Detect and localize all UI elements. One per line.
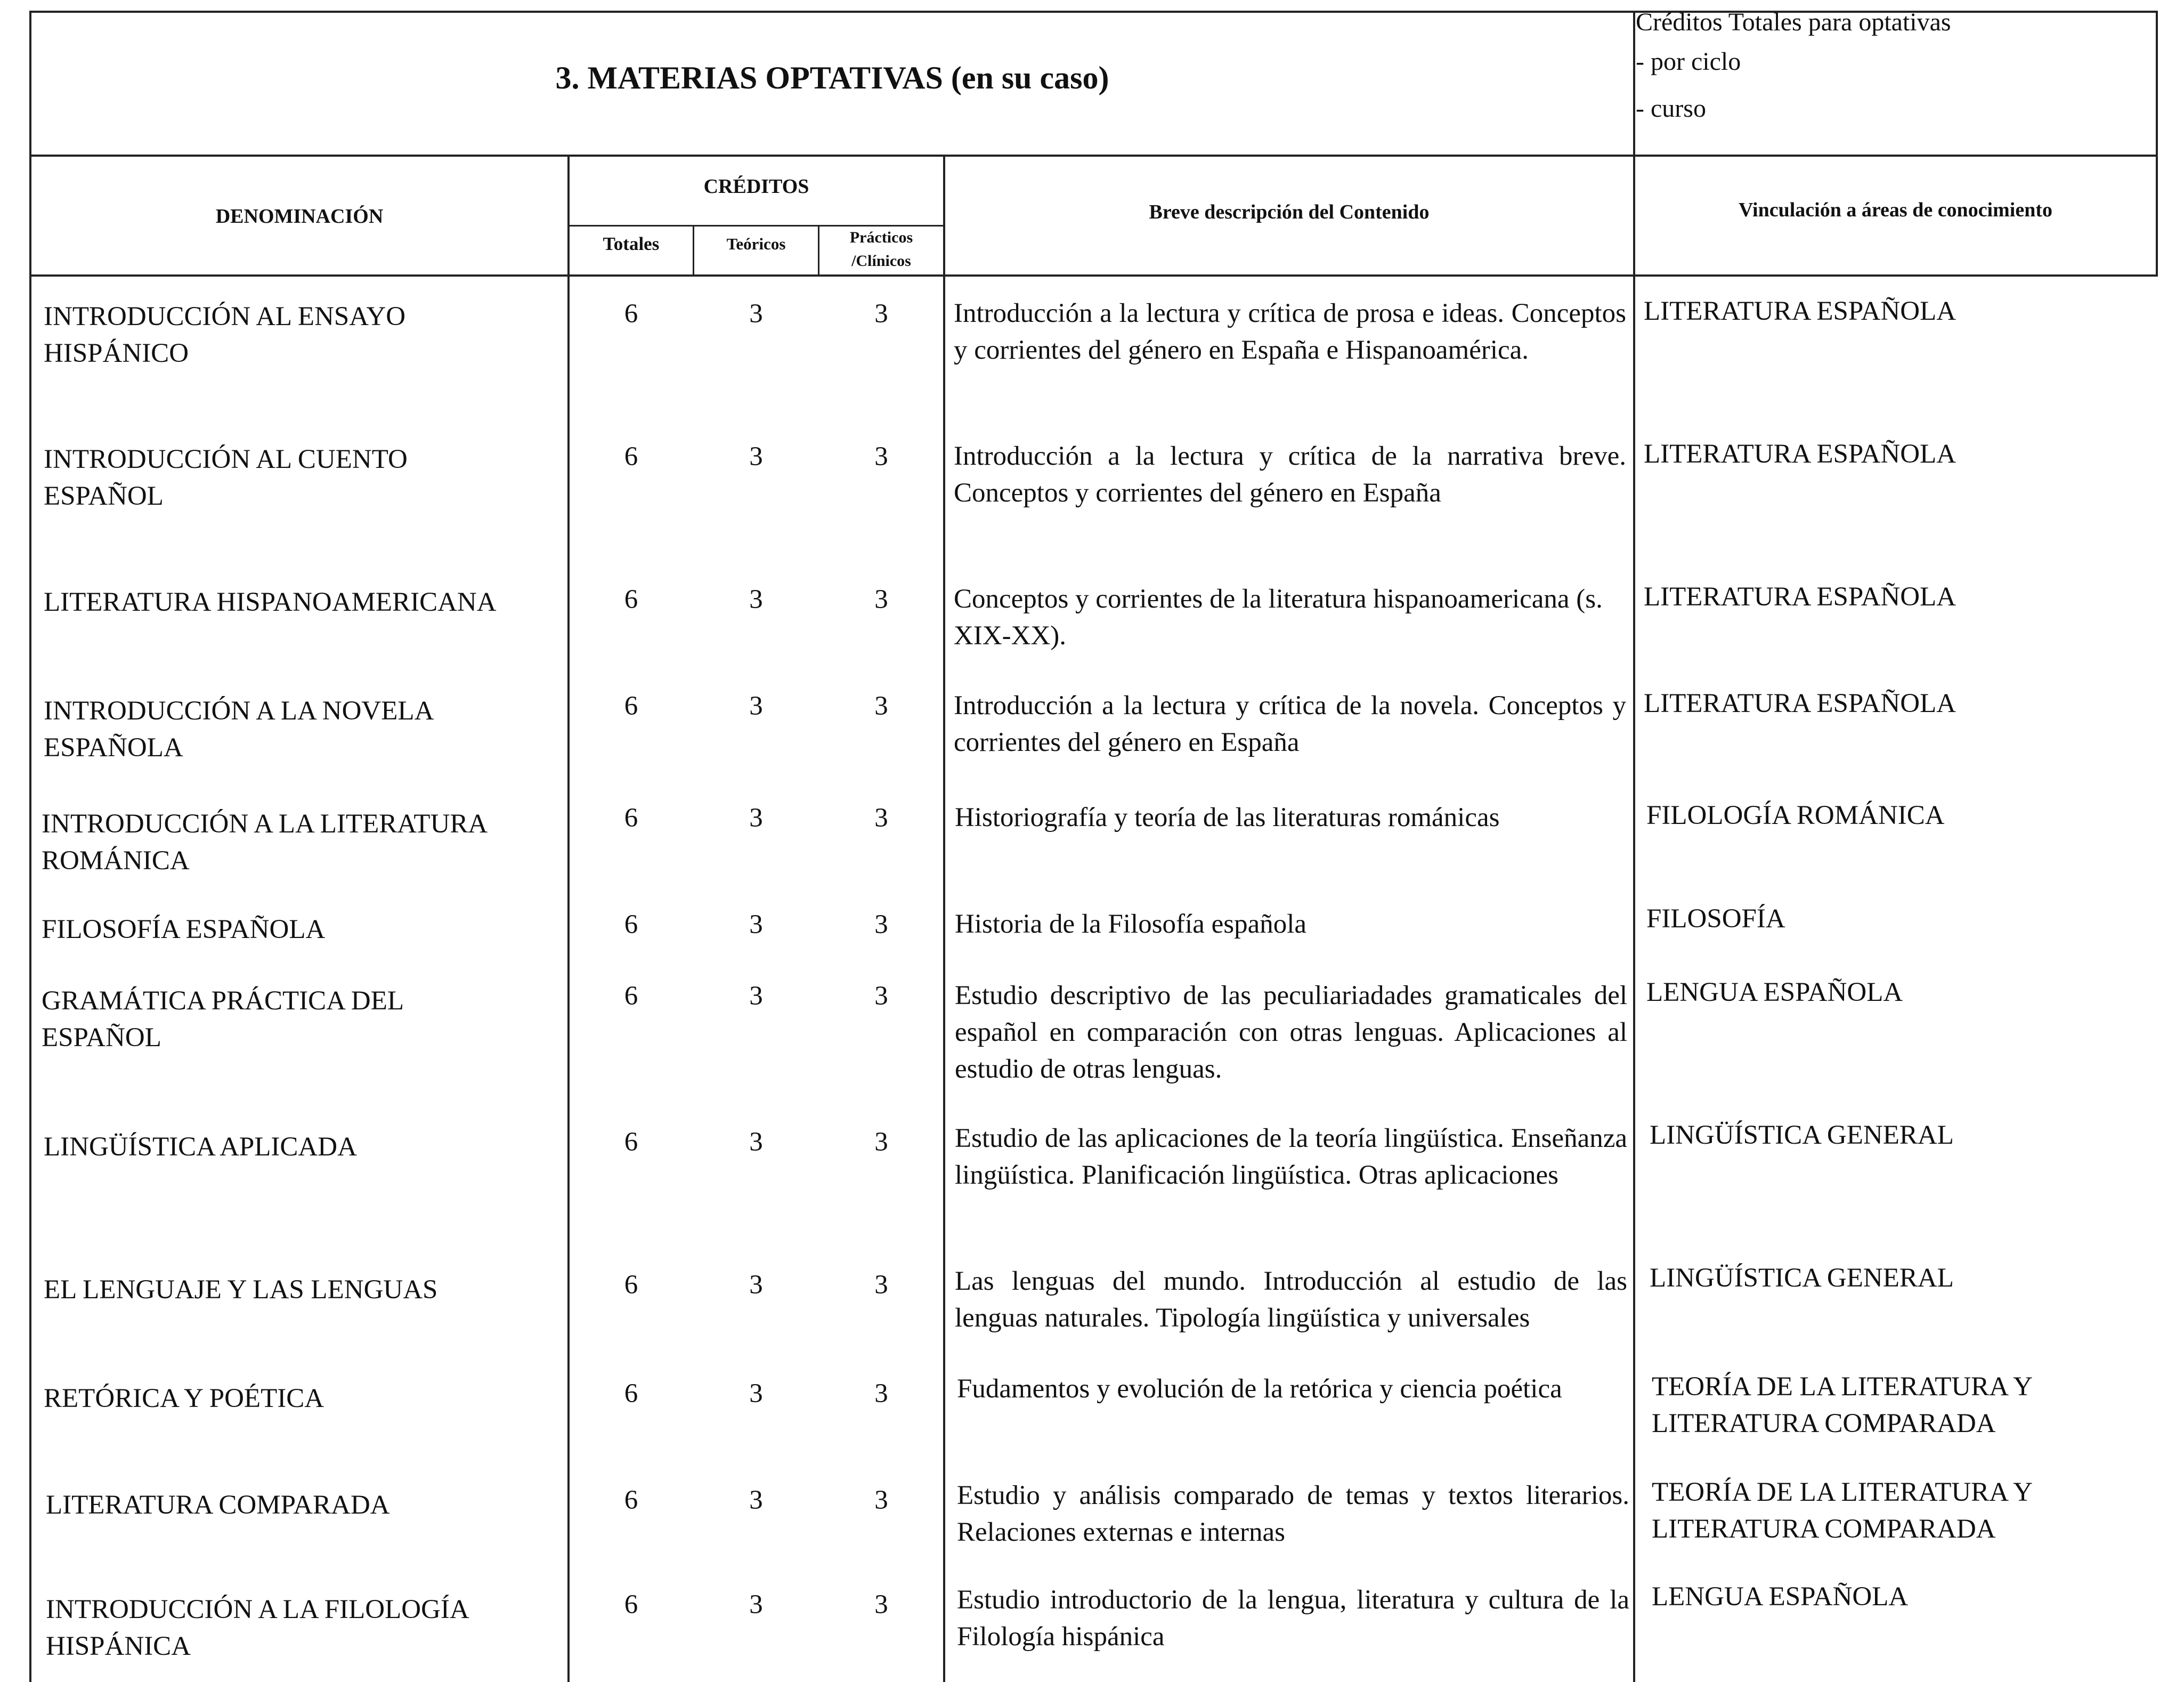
por-ciclo-label: - por ciclo xyxy=(1636,47,1741,76)
subject-description: Estudio introductorio de la lengua, literatura y cultura de la Filología hispánica xyxy=(957,1585,1629,1652)
knowledge-area: LITERATURA ESPAÑOLA xyxy=(1644,439,1956,469)
credits-practicos: 3 xyxy=(874,1379,888,1409)
subject-description: Introducción a la lectura y crítica de la novela. Conceptos y corrientes del género en España xyxy=(954,691,1626,757)
credits-practicos: 3 xyxy=(874,299,888,329)
credits-teoricos: 3 xyxy=(749,803,763,833)
credits-practicos: 3 xyxy=(874,1485,888,1515)
left-border xyxy=(29,11,31,1682)
header-vinculacion: Vinculación a áreas de conocimiento xyxy=(1739,199,2052,221)
credits-teoricos: 3 xyxy=(749,1270,763,1300)
credits-teoricos: 3 xyxy=(749,442,763,472)
credits-totales: 6 xyxy=(624,1127,638,1157)
col-rule-vinculacion xyxy=(1633,11,1635,1682)
creditos-totales-label: Créditos Totales para optativas xyxy=(1636,8,1951,36)
credits-practicos: 3 xyxy=(874,910,888,940)
knowledge-area: LINGÜÍSTICA GENERAL xyxy=(1650,1120,1954,1150)
subject-name: INTRODUCCIÓN A LA FILOLOGÍA HISPÁNICA xyxy=(46,1595,468,1661)
knowledge-area: TEORÍA DE LA LITERATURA Y LITERATURA COMPARADA xyxy=(1652,1477,2032,1544)
credits-totales: 6 xyxy=(624,910,638,940)
credits-totales: 6 xyxy=(624,442,638,472)
credits-totales: 6 xyxy=(624,585,638,614)
subject-name: EL LENGUAJE Y LAS LENGUAS xyxy=(44,1275,438,1305)
subject-description: Historia de la Filosofía española xyxy=(955,909,1307,939)
subject-description: Las lenguas del mundo. Introducción al estudio de las lenguas naturales. Tipología lingüística y universales xyxy=(955,1266,1627,1333)
credits-teoricos: 3 xyxy=(749,585,763,614)
credits-totales: 6 xyxy=(624,691,638,721)
subject-name: INTRODUCCIÓN A LA LITERATURA ROMÁNICA xyxy=(42,809,486,876)
credits-teoricos: 3 xyxy=(749,299,763,329)
page-title: 3. MATERIAS OPTATIVAS (en su caso) xyxy=(555,60,1109,95)
header-bottom-border xyxy=(29,274,2158,277)
credits-teoricos: 3 xyxy=(749,981,763,1011)
subject-name: LITERATURA HISPANOAMERICANA xyxy=(44,587,497,617)
subject-description: Estudio de las aplicaciones de la teoría lingüística. Enseñanza lingüística. Planificación lingüística. Otras aplicaciones xyxy=(955,1123,1627,1190)
credits-totales: 6 xyxy=(624,981,638,1011)
credits-practicos: 3 xyxy=(874,1127,888,1157)
credits-practicos: 3 xyxy=(874,1270,888,1300)
title-bottom-border xyxy=(29,155,2158,157)
credits-teoricos: 3 xyxy=(749,1485,763,1515)
subject-description: Estudio y análisis comparado de temas y textos literarios. Relaciones externas e internas xyxy=(957,1481,1629,1547)
credits-totales: 6 xyxy=(624,803,638,833)
subject-name: LINGÜÍSTICA APLICADA xyxy=(44,1132,357,1162)
subject-description: Estudio descriptivo de las peculiariadades gramaticales del español en comparación con otras lenguas. Aplicaciones al estudio de otras lenguas. xyxy=(955,981,1627,1084)
credits-practicos: 3 xyxy=(874,442,888,472)
knowledge-area: FILOSOFÍA xyxy=(1646,904,1785,934)
credits-totales: 6 xyxy=(624,299,638,329)
subject-description: Conceptos y corrientes de la literatura hispanoamericana (s. XIX-XX). xyxy=(954,584,1603,651)
credits-totales: 6 xyxy=(624,1270,638,1300)
knowledge-area: LINGÜÍSTICA GENERAL xyxy=(1650,1263,1954,1293)
credits-totales: 6 xyxy=(624,1485,638,1515)
header-descripcion: Breve descripción del Contenido xyxy=(1149,201,1430,223)
subject-description: Historiografía y teoría de las literaturas románicas xyxy=(955,803,1500,832)
col-rule-descripcion xyxy=(943,156,945,1682)
header-denominacion: DENOMINACIÓN xyxy=(215,205,384,228)
credits-practicos: 3 xyxy=(874,1590,888,1620)
header-teoricos: Teóricos xyxy=(726,234,786,253)
subject-description: Introducción a la lectura y crítica de la narrativa breve. Conceptos y corrientes del género en España xyxy=(954,441,1626,508)
subject-name: LITERATURA COMPARADA xyxy=(46,1490,390,1520)
subject-description: Fudamentos y evolución de la retórica y ciencia poética xyxy=(957,1374,1562,1404)
header-creditos: CRÉDITOS xyxy=(703,175,809,198)
header-practicos: Prácticos xyxy=(849,229,913,246)
knowledge-area: TEORÍA DE LA LITERATURA Y LITERATURA COMPARADA xyxy=(1652,1372,2032,1438)
knowledge-area: LENGUA ESPAÑOLA xyxy=(1652,1582,1909,1612)
subject-name: RETÓRICA Y POÉTICA xyxy=(44,1384,324,1413)
knowledge-area: FILOLOGÍA ROMÁNICA xyxy=(1646,800,1945,830)
knowledge-area: LENGUA ESPAÑOLA xyxy=(1646,977,1903,1007)
credits-teoricos: 3 xyxy=(749,1590,763,1620)
subject-name: FILOSOFÍA ESPAÑOLA xyxy=(42,915,326,944)
credits-practicos: 3 xyxy=(874,803,888,833)
credits-totales: 6 xyxy=(624,1379,638,1409)
credits-teoricos: 3 xyxy=(749,1127,763,1157)
knowledge-area: LITERATURA ESPAÑOLA xyxy=(1644,689,1956,718)
curso-label: - curso xyxy=(1636,94,1706,123)
subject-name: INTRODUCCIÓN A LA NOVELA ESPAÑOLA xyxy=(44,696,433,763)
credits-teoricos: 3 xyxy=(749,1379,763,1409)
credits-practicos: 3 xyxy=(874,585,888,614)
credits-practicos: 3 xyxy=(874,691,888,721)
credits-teoricos: 3 xyxy=(749,910,763,940)
credits-practicos: 3 xyxy=(874,981,888,1011)
subject-name: GRAMÁTICA PRÁCTICA DEL ESPAÑOL xyxy=(42,986,403,1053)
subject-description: Introducción a la lectura y crítica de prosa e ideas. Conceptos y corrientes del género en España e Hispanoamérica. xyxy=(954,298,1626,365)
credits-totales: 6 xyxy=(624,1590,638,1620)
header-totales: Totales xyxy=(603,233,660,254)
subject-name: INTRODUCCIÓN AL CUENTO ESPAÑOL xyxy=(44,444,408,511)
knowledge-area: LITERATURA ESPAÑOLA xyxy=(1644,296,1956,326)
header-clinicos: /Clínicos xyxy=(851,252,911,270)
credits-teoricos: 3 xyxy=(749,691,763,721)
right-border xyxy=(2156,11,2158,276)
subject-name: INTRODUCCIÓN AL ENSAYO HISPÁNICO xyxy=(44,302,406,368)
knowledge-area: LITERATURA ESPAÑOLA xyxy=(1644,582,1956,612)
creditos-subheader-rule xyxy=(567,225,943,227)
